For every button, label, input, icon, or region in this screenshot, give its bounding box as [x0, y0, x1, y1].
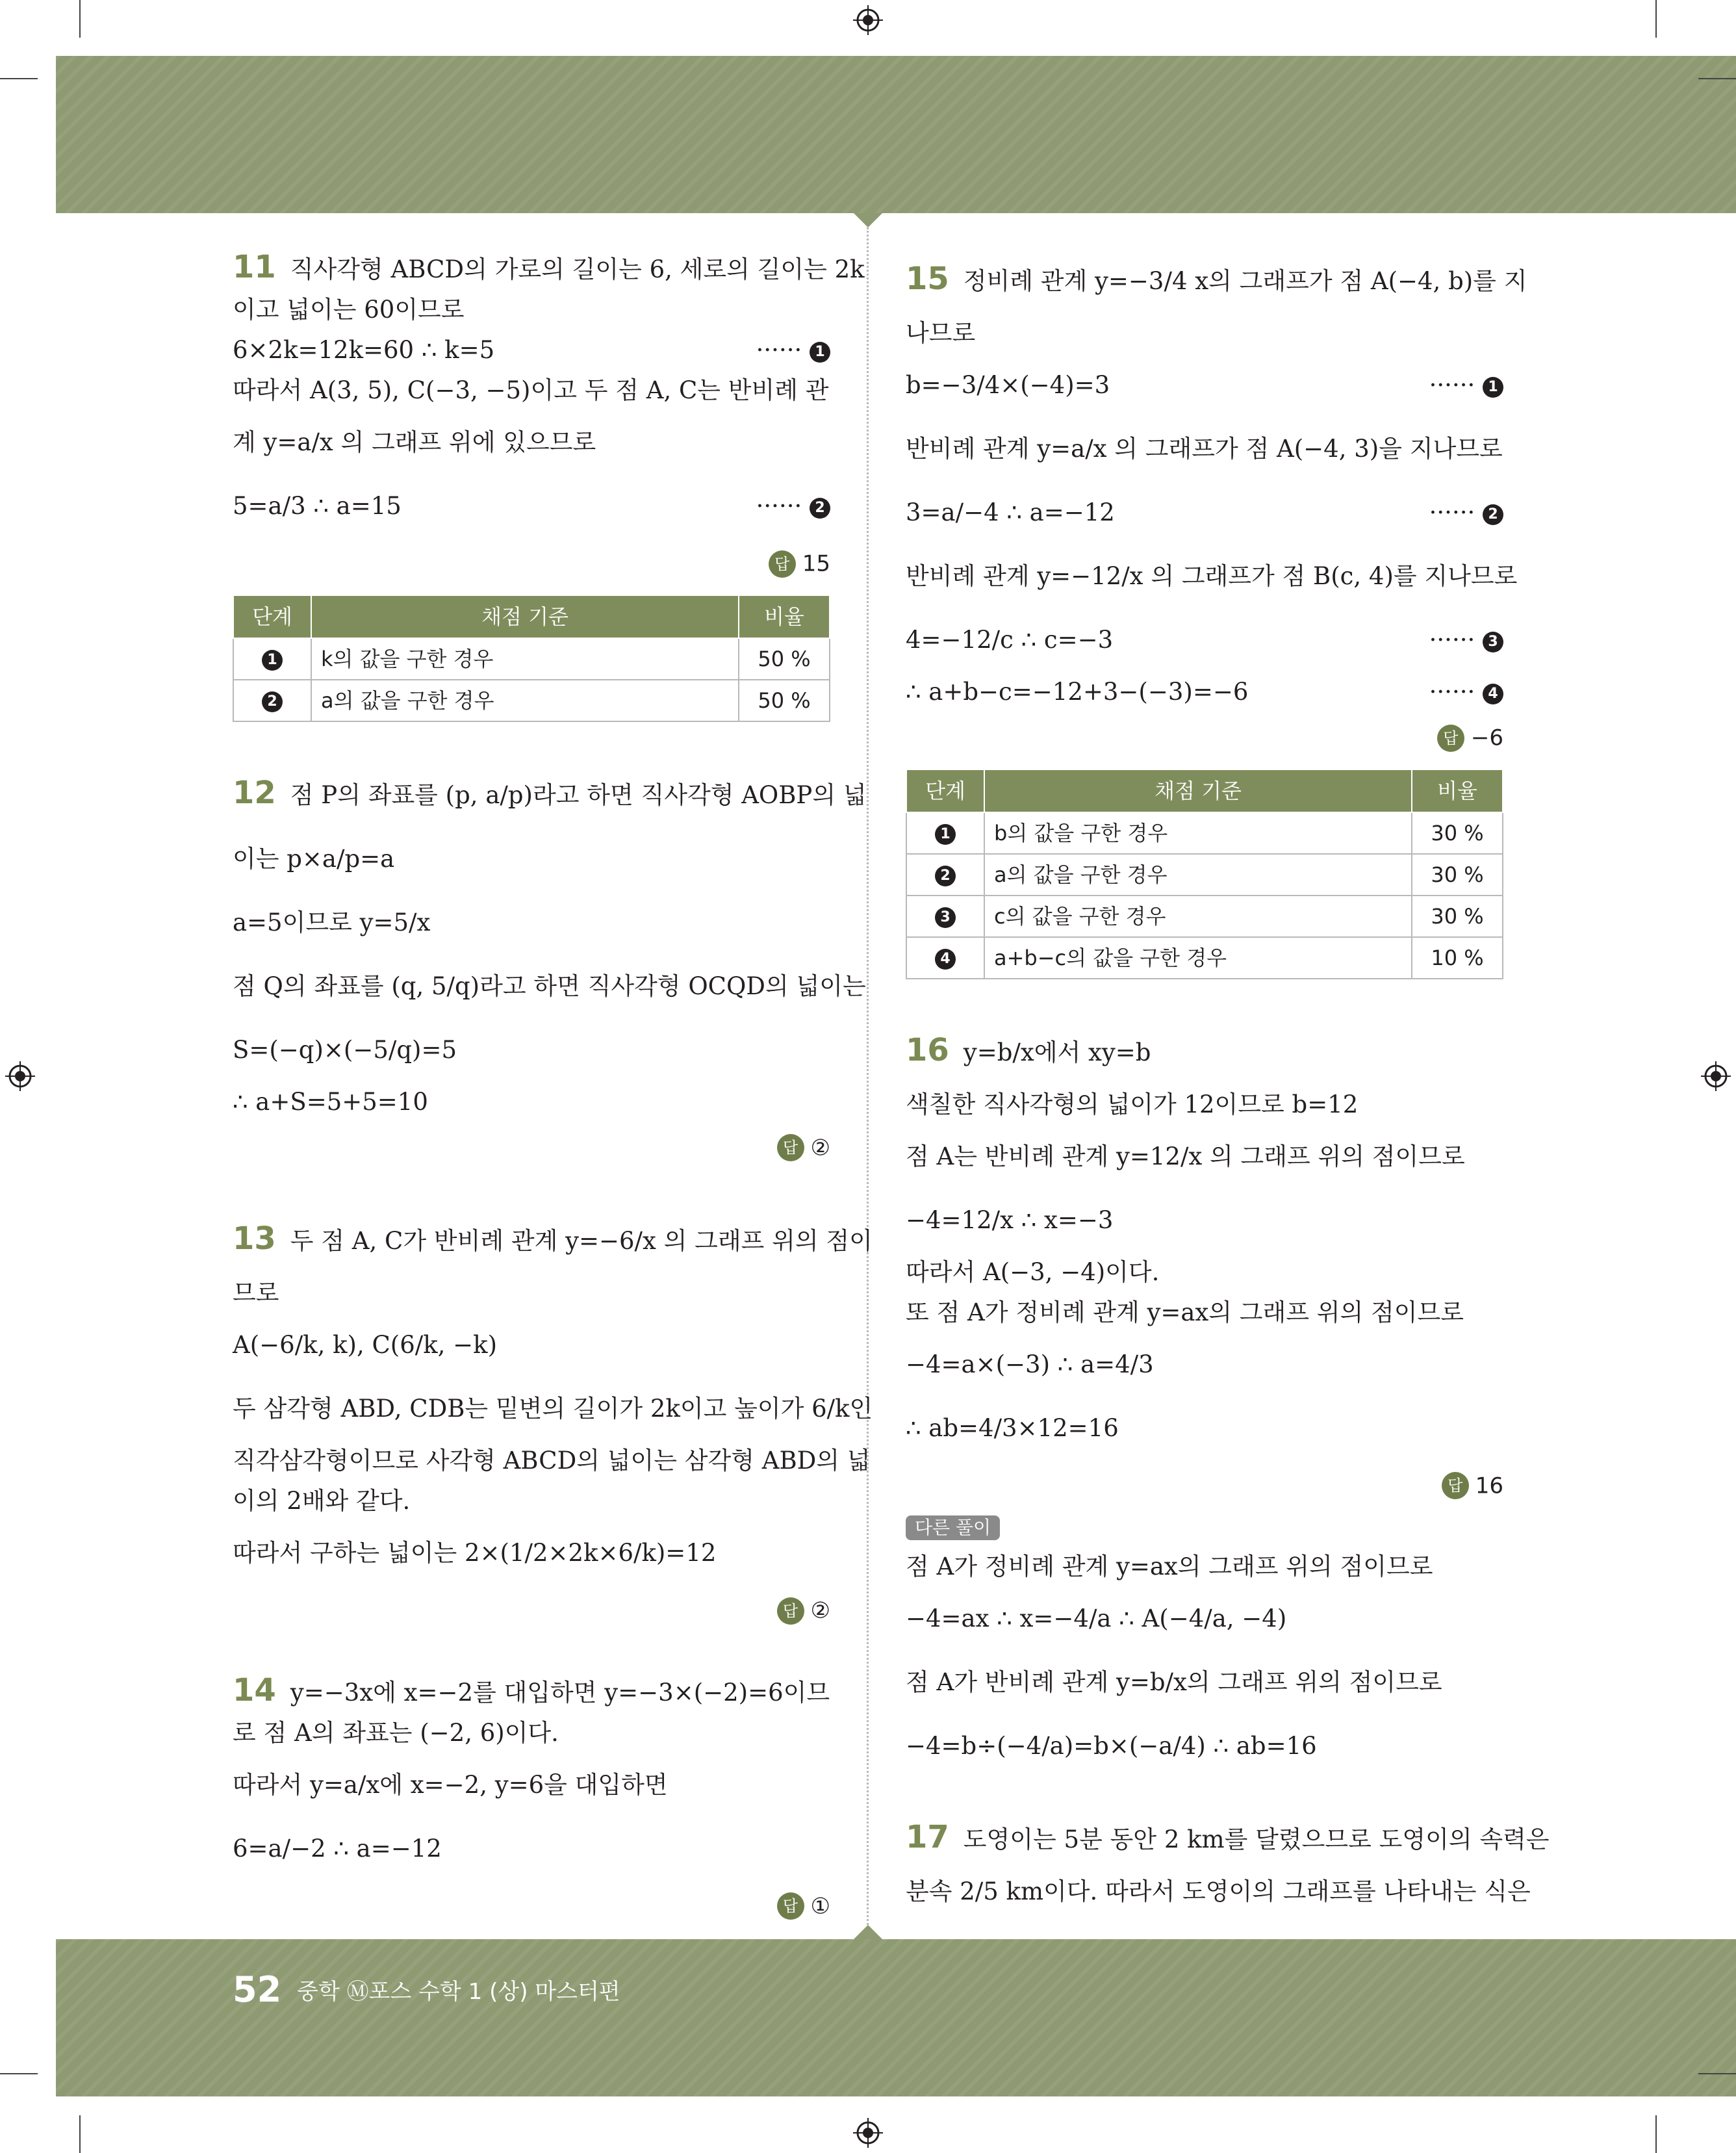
- answer-badge: 답: [777, 1134, 804, 1161]
- solution-line: 이는 p×a/p=a: [233, 844, 395, 873]
- solution-line: −4=12/x ∴ x=−3: [906, 1205, 1114, 1234]
- solution-line: 두 삼각형 ABD, CDB는 밑변의 길이가 2k이고 높이가 6/k인: [233, 1395, 873, 1423]
- problem-14: [233, 1670, 830, 1927]
- crop-mark: [1698, 78, 1736, 79]
- step-marker: ······ 1: [1429, 354, 1503, 417]
- column-divider: [867, 227, 869, 1925]
- solution-line: 이의 2배와 같다.: [233, 1487, 411, 1515]
- answer-badge: 답: [777, 1597, 804, 1625]
- step-1-icon: 1: [262, 650, 283, 671]
- scoring-table: [906, 769, 1503, 979]
- step-1-icon: 1: [1483, 377, 1503, 398]
- solution-line: 따라서 y=a/x에 x=−2, y=6을 대입하면: [233, 1770, 668, 1799]
- problem-number: 16: [906, 1031, 949, 1068]
- answer-value: −6: [1470, 725, 1503, 751]
- ratio-cell: 10 %: [1412, 937, 1503, 979]
- footer-notch: [854, 1925, 882, 1939]
- solution-line: −4=a×(−3) ∴ a=4/3: [906, 1350, 1154, 1378]
- table-header: 채점 기준: [311, 595, 739, 638]
- table-header: 채점 기준: [984, 769, 1412, 812]
- step-marker: ······ 1: [756, 330, 830, 370]
- solution-line: y=b/x에서 xy=b: [963, 1038, 1151, 1066]
- table-row: [906, 812, 1503, 854]
- answer: [233, 1885, 830, 1927]
- solution-line: 따라서 구하는 넓이는 2×(1/2×2k×6/k)=12: [233, 1539, 717, 1567]
- solution-line: 이고 넓이는 60이므로: [233, 296, 465, 324]
- crop-mark: [79, 0, 81, 38]
- solution-line: 두 점 A, C가 반비례 관계 y=−6/x 의 그래프 위의 점이: [290, 1227, 873, 1255]
- solution-line: −4=b÷(−4/a)=b×(−a/4) ∴ ab=16: [906, 1732, 1317, 1760]
- ratio-cell: 50 %: [739, 638, 830, 680]
- answer: [906, 716, 1503, 758]
- registration-mark-icon: [853, 2118, 883, 2148]
- problem-number: 12: [233, 774, 276, 811]
- solution-line: 정비례 관계 y=−3/4 x의 그래프가 점 A(−4, b)를 지: [963, 267, 1527, 295]
- right-column: [906, 247, 1550, 1943]
- ratio-cell: 50 %: [739, 680, 830, 721]
- problem-15: [906, 247, 1527, 979]
- problem-17: [906, 1817, 1550, 1924]
- solution-line: 4=−12/c ∴ c=−3: [906, 626, 1114, 654]
- step-3-icon: 3: [935, 907, 956, 928]
- answer-value: ②: [810, 1135, 830, 1161]
- problem-number: 11: [233, 249, 276, 285]
- table-row: [906, 854, 1503, 896]
- step-4-icon: 4: [1483, 684, 1503, 704]
- header-band: [56, 56, 1736, 213]
- crop-mark: [79, 2115, 81, 2153]
- criterion-cell: b의 값을 구한 경우: [984, 812, 1412, 854]
- alternative-solution-label: 다른 풀이: [906, 1515, 1000, 1540]
- ratio-cell: 30 %: [1412, 854, 1503, 896]
- criterion-cell: a+b−c의 값을 구한 경우: [984, 937, 1412, 979]
- problem-12: [233, 761, 867, 1168]
- solution-line: 점 P의 좌표를 (p, a/p)라고 하면 직사각형 AOBP의 넓: [290, 780, 867, 809]
- crop-mark: [1655, 0, 1657, 38]
- answer-badge: 답: [769, 550, 796, 578]
- solution-line: 점 A가 반비례 관계 y=b/x의 그래프 위의 점이므로: [906, 1668, 1442, 1696]
- problem-number: 13: [233, 1220, 276, 1257]
- solution-line: −4=ax ∴ x=−4/a ∴ A(−4/a, −4): [906, 1605, 1287, 1632]
- solution-line: 5=a/3 ∴ a=15: [233, 492, 402, 520]
- solution-line: 색칠한 직사각형의 넓이가 12이므로 b=12: [906, 1090, 1359, 1118]
- solution-line: b=−3/4×(−4)=3: [906, 371, 1110, 399]
- table-header: 단계: [233, 595, 311, 638]
- solution-line: 반비례 관계 y=a/x 의 그래프가 점 A(−4, 3)을 지나므로: [906, 435, 1503, 463]
- problem-number: 14: [233, 1671, 276, 1708]
- answer-badge: 답: [1442, 1472, 1469, 1499]
- solution-line: ∴ a+b−c=−12+3−(−3)=−6: [906, 678, 1249, 706]
- step-marker: ······ 2: [1429, 481, 1503, 545]
- step-marker: ······ 3: [1429, 608, 1503, 672]
- solution-line: 3=a/−4 ∴ a=−12: [906, 498, 1115, 526]
- solution-line: 나므로: [906, 319, 976, 347]
- solution-line: 6=a/−2 ∴ a=−12: [233, 1834, 442, 1863]
- step-4-icon: 4: [935, 949, 956, 970]
- step-2-icon: 2: [810, 498, 830, 519]
- answer-value: 16: [1475, 1473, 1503, 1499]
- criterion-cell: a의 값을 구한 경우: [984, 854, 1412, 896]
- step-2-icon: 2: [262, 691, 283, 712]
- table-row: [906, 937, 1503, 979]
- table-row: [233, 638, 830, 680]
- answer-badge: 답: [1437, 725, 1464, 752]
- table-header: 비율: [739, 595, 830, 638]
- crop-mark: [1698, 2073, 1736, 2074]
- solution-line: S=(−q)×(−5/q)=5: [233, 1035, 457, 1064]
- page-footer: [233, 1969, 620, 2010]
- answer-value: 15: [802, 550, 830, 577]
- table-header: 단계: [906, 769, 984, 812]
- crop-mark: [0, 78, 38, 79]
- criterion-cell: a의 값을 구한 경우: [311, 680, 739, 721]
- step-marker: ······ 4: [1429, 672, 1503, 712]
- solution-line: ∴ a+S=5+5=10: [233, 1087, 428, 1116]
- footer-band: [56, 1939, 1736, 2096]
- page-number: 52: [233, 1969, 282, 2010]
- left-column: [233, 247, 873, 1946]
- solution-line: 계 y=a/x 의 그래프 위에 있으므로: [233, 428, 596, 456]
- answer-value: ②: [810, 1597, 830, 1624]
- table-header: 비율: [1412, 769, 1503, 812]
- problem-13: [233, 1207, 873, 1631]
- solution-line: 반비례 관계 y=−12/x 의 그래프가 점 B(c, 4)를 지나므로: [906, 562, 1518, 590]
- problem-11: [233, 247, 865, 722]
- table-row: [233, 680, 830, 721]
- ratio-cell: 30 %: [1412, 896, 1503, 937]
- registration-mark-icon: [1701, 1061, 1731, 1091]
- crop-mark: [0, 2073, 38, 2074]
- solution-line: 로 점 A의 좌표는 (−2, 6)이다.: [233, 1718, 559, 1747]
- answer-value: ①: [810, 1893, 830, 1919]
- step-2-icon: 2: [935, 866, 956, 886]
- solution-line: 따라서 A(−3, −4)이다.: [906, 1257, 1160, 1286]
- answer: [906, 1464, 1503, 1506]
- solution-line: 6×2k=12k=60 ∴ k=5: [233, 336, 495, 364]
- scoring-table: [233, 595, 830, 722]
- registration-mark-icon: [5, 1061, 35, 1091]
- step-1-icon: 1: [810, 342, 830, 363]
- header-notch: [854, 213, 882, 227]
- step-marker: ······ 2: [756, 474, 830, 538]
- solution-line: 또 점 A가 정비례 관계 y=ax의 그래프 위의 점이므로: [906, 1298, 1464, 1326]
- step-2-icon: 2: [1483, 504, 1503, 525]
- criterion-cell: c의 값을 구한 경우: [984, 896, 1412, 937]
- solution-line: 도영이는 5분 동안 2 km를 달렸으므로 도영이의 속력은: [963, 1825, 1550, 1853]
- solution-line: ∴ ab=4/3×12=16: [906, 1413, 1119, 1442]
- book-title: 중학 Ⓜ포스 수학 1 (상) 마스터편: [297, 1979, 620, 2005]
- solution-line: 분속 2/5 km이다. 따라서 도영이의 그래프를 나타내는 식은: [906, 1877, 1531, 1905]
- problem-number: 17: [906, 1819, 949, 1855]
- problem-number: 15: [906, 261, 949, 297]
- solution-line: 점 Q의 좌표를 (q, 5/q)라고 하면 직사각형 OCQD의 넓이는: [233, 972, 866, 1000]
- answer: [233, 1589, 830, 1631]
- ratio-cell: 30 %: [1412, 812, 1503, 854]
- criterion-cell: k의 값을 구한 경우: [311, 638, 739, 680]
- solution-line: 따라서 A(3, 5), C(−3, −5)이고 두 점 A, C는 반비례 관: [233, 376, 829, 404]
- problem-16: [906, 1018, 1503, 1779]
- step-1-icon: 1: [935, 824, 956, 845]
- step-3-icon: 3: [1483, 632, 1503, 652]
- table-row: [906, 896, 1503, 937]
- solution-line: a=5이므로 y=5/x: [233, 908, 431, 936]
- solution-line: A(−6/k, k), C(6/k, −k): [233, 1331, 498, 1359]
- registration-mark-icon: [853, 5, 883, 35]
- solution-line: 직사각형 ABCD의 가로의 길이는 6, 세로의 길이는 2k: [290, 255, 865, 283]
- solution-line: 므로: [233, 1279, 279, 1307]
- answer: [233, 1126, 830, 1168]
- answer-badge: 답: [777, 1892, 804, 1920]
- solution-line: 점 A가 정비례 관계 y=ax의 그래프 위의 점이므로: [906, 1553, 1433, 1580]
- solution-line: y=−3x에 x=−2를 대입하면 y=−3×(−2)=6이므: [290, 1678, 830, 1707]
- crop-mark: [1655, 2115, 1657, 2153]
- solution-line: 직각삼각형이므로 사각형 ABCD의 넓이는 삼각형 ABD의 넓: [233, 1447, 871, 1475]
- answer: [233, 542, 830, 584]
- solution-line: 점 A는 반비례 관계 y=12/x 의 그래프 위의 점이므로: [906, 1142, 1465, 1170]
